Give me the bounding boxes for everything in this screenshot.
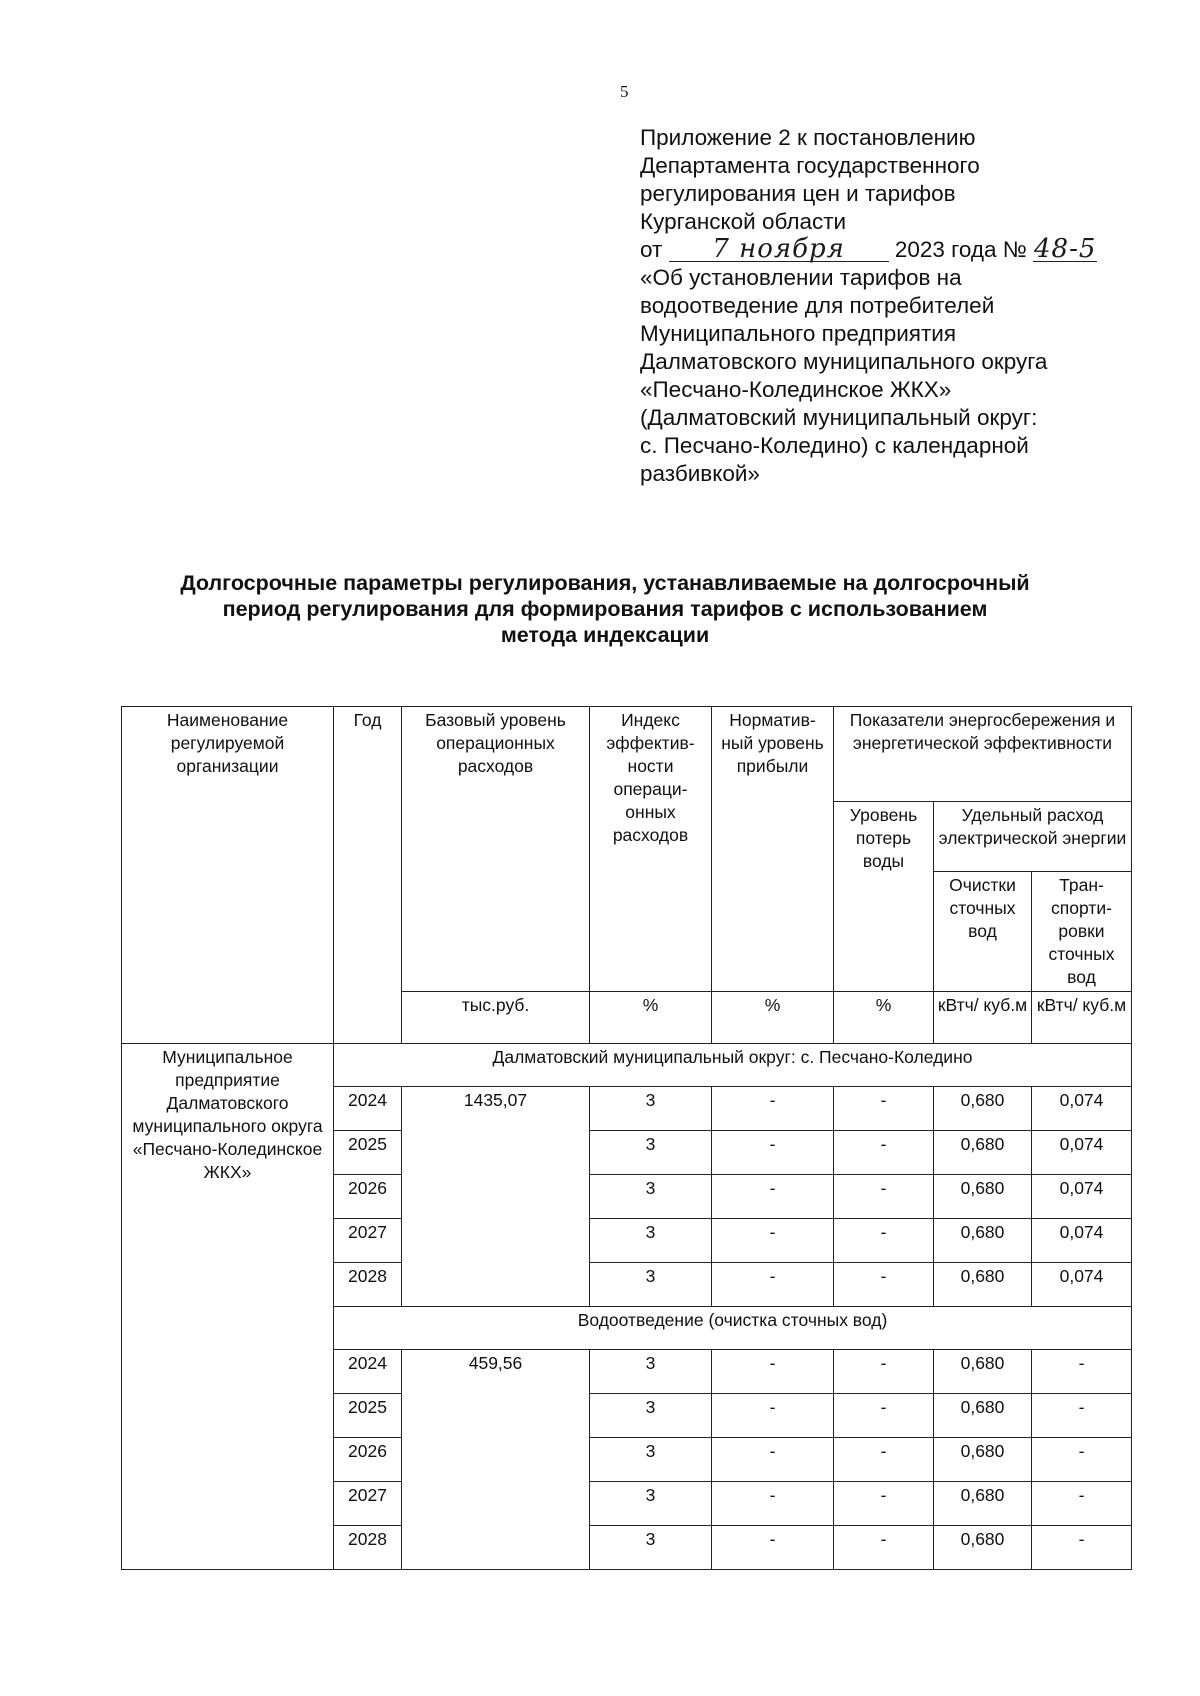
index-cell: 3 <box>590 1394 712 1438</box>
loss-cell: - <box>834 1526 934 1570</box>
unit-index: % <box>590 992 712 1044</box>
cleaning-cell: 0,680 <box>934 1263 1032 1307</box>
header-energy-group: Показатели энергосбережения и энергетической эффективности <box>834 707 1132 802</box>
appendix-date-line <box>640 236 1160 264</box>
section-title: Водоотведение (очистка сточных вод) <box>334 1307 1132 1350</box>
transport-cell: - <box>1032 1526 1132 1570</box>
year-cell: 2028 <box>334 1263 402 1307</box>
transport-cell: - <box>1032 1394 1132 1438</box>
index-cell: 3 <box>590 1087 712 1131</box>
header-transport: Тран-спорти-ровки сточных вод <box>1032 872 1132 992</box>
year-cell: 2028 <box>334 1526 402 1570</box>
cleaning-cell: 0,680 <box>934 1394 1032 1438</box>
loss-cell: - <box>834 1219 934 1263</box>
cleaning-cell: 0,680 <box>934 1087 1032 1131</box>
unit-cleaning: кВтч/ куб.м <box>934 992 1032 1044</box>
header-specific: Удельный расход электрической энергии <box>934 802 1132 872</box>
index-cell: 3 <box>590 1131 712 1175</box>
index-cell: 3 <box>590 1263 712 1307</box>
transport-cell: 0,074 <box>1032 1219 1132 1263</box>
page-number: 5 <box>620 82 629 101</box>
appendix-subject-line: «Об установлении тарифов на <box>640 265 962 290</box>
index-cell: 3 <box>590 1438 712 1482</box>
cleaning-cell: 0,680 <box>934 1175 1032 1219</box>
unit-base: тыс.руб. <box>402 992 590 1044</box>
index-cell: 3 <box>590 1175 712 1219</box>
unit-transport: кВтч/ куб.м <box>1032 992 1132 1044</box>
cleaning-cell: 0,680 <box>934 1219 1032 1263</box>
transport-cell: - <box>1032 1482 1132 1526</box>
header-profit: Норматив-ный уровень прибыли <box>712 707 834 992</box>
appendix-line: регулирования цен и тарифов <box>640 181 956 206</box>
profit-cell: - <box>712 1087 834 1131</box>
transport-cell: 0,074 <box>1032 1131 1132 1175</box>
section-row <box>122 1044 1132 1087</box>
appendix-subject-line: (Далматовский муниципальный округ: <box>640 405 1038 430</box>
year-text: 2023 года № <box>894 237 1027 262</box>
transport-cell: 0,074 <box>1032 1175 1132 1219</box>
appendix-subject-line: Муниципального предприятия <box>640 321 957 346</box>
date-prefix: от <box>640 237 663 262</box>
appendix-line: Приложение 2 к постановлению <box>640 125 976 150</box>
transport-cell: 0,074 <box>1032 1263 1132 1307</box>
cleaning-cell: 0,680 <box>934 1526 1032 1570</box>
org-name: Муниципальное предприятие Далматовского муниципального округа «Песчано-Колединское ЖКХ» <box>122 1044 334 1570</box>
title-line: метода индексации <box>500 623 710 647</box>
transport-cell: 0,074 <box>1032 1087 1132 1131</box>
index-cell: 3 <box>590 1350 712 1394</box>
unit-profit: % <box>712 992 834 1044</box>
appendix-subject-line: водоотведение для потребителей <box>640 293 995 318</box>
loss-cell: - <box>834 1087 934 1131</box>
header-loss: Уровень потерь воды <box>834 802 934 992</box>
cleaning-cell: 0,680 <box>934 1482 1032 1526</box>
title-line: период регулирования для формирования тарифов с использованием <box>222 597 988 621</box>
year-cell: 2027 <box>334 1482 402 1526</box>
date-handwritten: 7 ноября <box>669 237 889 262</box>
profit-cell: - <box>712 1263 834 1307</box>
header-cleaning: Очистки сточных вод <box>934 872 1032 992</box>
year-cell: 2027 <box>334 1219 402 1263</box>
year-cell: 2025 <box>334 1394 402 1438</box>
unit-loss: % <box>834 992 934 1044</box>
header-index: Индекс эффектив-ности операци-онных расходов <box>590 707 712 992</box>
transport-cell: - <box>1032 1438 1132 1482</box>
year-cell: 2026 <box>334 1175 402 1219</box>
appendix-block <box>640 124 1160 488</box>
appendix-line: Курганской области <box>640 209 847 234</box>
appendix-subject-line: с. Песчано-Коледино) с календарной <box>640 433 1029 458</box>
appendix-subject-line: «Песчано-Колединское ЖКХ» <box>640 377 952 402</box>
cleaning-cell: 0,680 <box>934 1350 1032 1394</box>
profit-cell: - <box>712 1350 834 1394</box>
loss-cell: - <box>834 1175 934 1219</box>
document-title <box>120 570 1090 648</box>
index-cell: 3 <box>590 1219 712 1263</box>
number-handwritten: 48-5 <box>1033 234 1097 264</box>
loss-cell: - <box>834 1350 934 1394</box>
profit-cell: - <box>712 1394 834 1438</box>
base-level-cell: 1435,07 <box>402 1087 590 1307</box>
profit-cell: - <box>712 1131 834 1175</box>
header-year: Год <box>334 707 402 1044</box>
appendix-line: Департамента государственного <box>640 153 980 178</box>
parameters-table <box>121 706 1132 1570</box>
year-cell: 2024 <box>334 1087 402 1131</box>
appendix-subject-line: разбивкой» <box>640 461 760 486</box>
cleaning-cell: 0,680 <box>934 1438 1032 1482</box>
header-row <box>122 707 1132 802</box>
profit-cell: - <box>712 1175 834 1219</box>
base-level-cell: 459,56 <box>402 1350 590 1570</box>
loss-cell: - <box>834 1438 934 1482</box>
loss-cell: - <box>834 1394 934 1438</box>
appendix-subject-line: Далматовского муниципального округа <box>640 349 1048 374</box>
year-cell: 2025 <box>334 1131 402 1175</box>
header-base: Базовый уровень операционных расходов <box>402 707 590 992</box>
index-cell: 3 <box>590 1482 712 1526</box>
loss-cell: - <box>834 1482 934 1526</box>
loss-cell: - <box>834 1263 934 1307</box>
profit-cell: - <box>712 1482 834 1526</box>
profit-cell: - <box>712 1219 834 1263</box>
section-title: Далматовский муниципальный округ: с. Песчано-Коледино <box>334 1044 1132 1087</box>
index-cell: 3 <box>590 1526 712 1570</box>
profit-cell: - <box>712 1438 834 1482</box>
profit-cell: - <box>712 1526 834 1570</box>
year-cell: 2026 <box>334 1438 402 1482</box>
cleaning-cell: 0,680 <box>934 1131 1032 1175</box>
year-cell: 2024 <box>334 1350 402 1394</box>
header-org: Наименование регулируемой организации <box>122 707 334 1044</box>
title-line: Долгосрочные параметры регулирования, устанавливаемые на долгосрочный <box>180 571 1030 595</box>
loss-cell: - <box>834 1131 934 1175</box>
transport-cell: - <box>1032 1350 1132 1394</box>
